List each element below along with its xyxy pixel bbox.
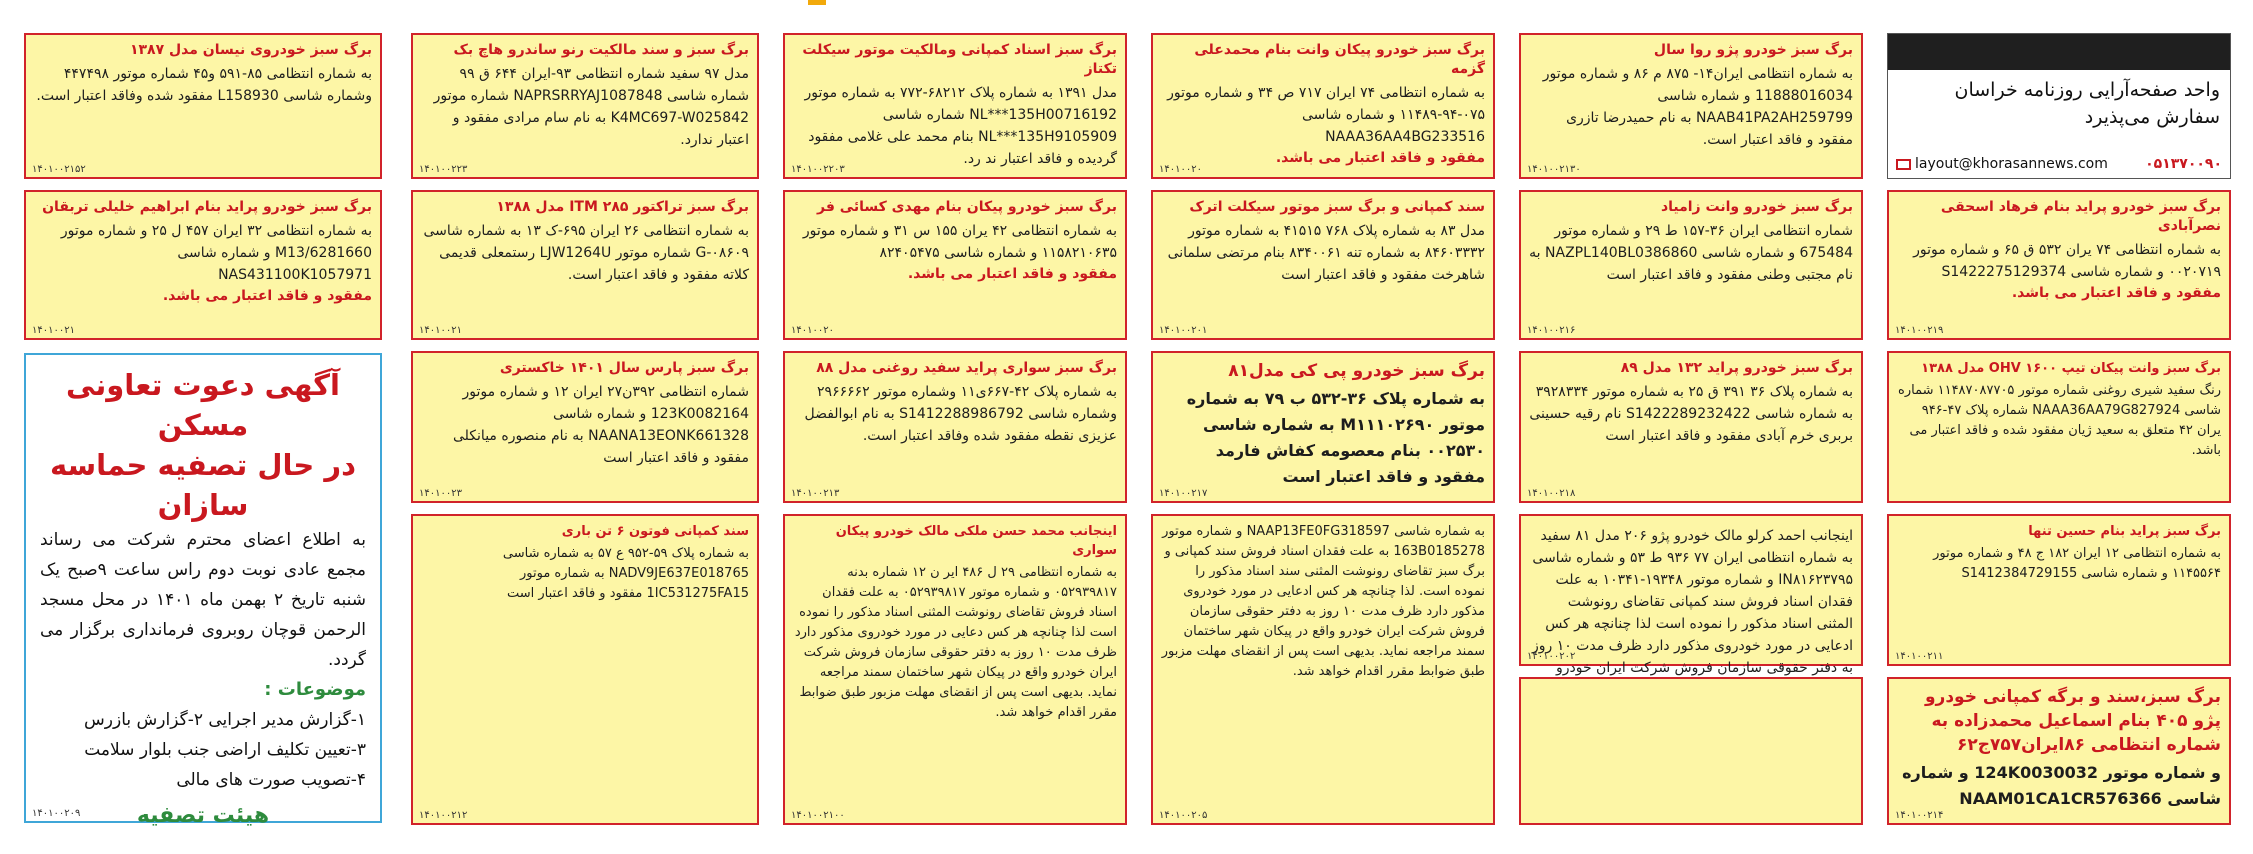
ad-title: اینجانب محمد حسن ملکی مالک خودرو پیکان سواری — [835, 524, 1117, 558]
ad-code: ۱۴۰۱۰۰۲۱۱ — [1895, 651, 1944, 662]
ad-body: شماره انتظامی ۳۹۲ن۲۷ ایران ۱۲ و شماره موتور 123K0082164 و شماره شاسی NAANA13EONK661328 به نام منصوره میانکلی مفقود و فاقد اعتبار است — [453, 384, 749, 466]
ad-body: به شماره انتظامی ۲۹ ل ۴۸۶ ایر ن ۱۲ شماره بدنه ۰۵۲۹۳۹۸۱۷ و شماره موتور ۰۵۲۹۳۹۸۱۷ به علت فقدان اسناد فروش تقاضای رونوشت المثنی اسناد مذکور را نموده است لذا چنانچه هر کس دعایی در مورد خودروی مذکور دارد ظرف مدت ۱۰ روز به دفتر حقوقی سازمان فروش شرکت ایران خودرو واقع در پیکان شهر ساختمان سمند مراجعه نماید. بدیهی است پس از انقضای مهلت مزبور طبق ضوابط مقرر اقدام خواهد شد. — [794, 565, 1117, 720]
promo-email-wrap[interactable] — [1896, 156, 2108, 172]
ad-title: برگ سبز خودرو پژو روا سال — [1653, 42, 1853, 58]
ad-code: ۱۴۰۱۰۰۲۱۹ — [1895, 325, 1944, 336]
email-icon — [1896, 159, 1911, 170]
ad-card-25 — [1519, 677, 1863, 825]
ad-body: به شماره پلاک ۵۹-۹۵۲ ع ۵۷ به شماره شاسی NADV9JE637E018765 به شماره موتور 1IC531275FA15 مفقود و فاقد اعتبار است — [502, 546, 749, 601]
ad-code: ۱۴۰۱۰۰۲۱۴ — [1895, 810, 1944, 821]
ad-code: ۱۴۰۱۰۰۲۳ — [419, 488, 462, 499]
ad-card-22 — [411, 514, 759, 825]
ad-card-1 — [1519, 33, 1863, 179]
ad-body: اینجانب احمد کرلو مالک خودرو پژو ۲۰۶ مدل ۸۱ سفید به شماره انتظامی ایران ۷۷ ۹۳۶ ط ۵۳ و شماره شاسی IN۸۱۶۲۳۷۹۵ و شماره موتور ۱۹۳۴۸-۱۰۳۴۱ به علت فقدان اسناد فروش سند کمپانی تقاضای رونوشت المثنی اسناد مذکور را نموده است لذا چنانچه هر کس ادعایی در مورد خودروی مذکور دارد ظرف مدت ۱۰ روز به دفتر حقوقی سازمان فروش شرکت ایران خودرو — [1531, 528, 1853, 676]
ad-body: به شماره انتظامی ایران۱۴- ۸۷۵ م ۸۶ و شماره موتور 11888016034 و شماره شاسی NAAB41PA2AH259799 به نام حمیدرضا تازری مفقود و فاقد اعتبار است. — [1542, 66, 1853, 148]
ad-card-11 — [24, 190, 382, 340]
ad-title: سند کمپانی و برگ سبز موتور سیکلت اترک — [1189, 199, 1485, 215]
top-accent — [808, 0, 826, 5]
ad-card-6 — [1887, 190, 2231, 340]
ad-body: به شماره انتظامی ۷۴ ایران ۷۱۷ ص ۳۴ و شماره موتور ۰۷۵-۹۴-۱۱۴۸۹ و شماره شاسی NAAA36AA4BG233516 — [1167, 85, 1485, 145]
promo-line-2: سفارش می‌پذیرد — [2084, 106, 2220, 128]
ad-footer: مفقود و فاقد اعتبار می باشد. — [162, 288, 372, 304]
ad-code: ۱۴۰۱۰۰۲۲۳ — [419, 164, 468, 175]
ad-body: به شماره انتظامی ۱۲ ایران ۱۸۲ ج ۴۸ و شماره موتور ۱۱۴۵۵۶۴ و شماره شاسی S1412384729155 — [1933, 546, 2221, 581]
ad-title: برگ سبز و سند مالکیت رنو ساندرو هاچ بک — [453, 42, 749, 58]
housing-coop-notice — [24, 353, 382, 828]
coop-body: به اطلاع اعضای محترم شرکت می رساند مجمع عادی نوبت دوم راس ساعت ۹صبح یک شنبه تاریخ ۲ بهمن ماه ۱۴۰۱ در محل مسجد الرحمن قوچان روبروی فرمانداری برگزار می گردد. — [40, 530, 366, 670]
ad-body: به شماره پلاک ۳۶ ۳۹۱ ق ۲۵ به شماره موتور ۳۹۲۸۳۳۴ به شماره شاسی S1422289232422 نام رقیه حسینی بربری خرم آبادی مفقود و فاقد اعتبار است — [1529, 384, 1853, 444]
coop-topics-label: موضوعات : — [264, 679, 366, 700]
promo-contacts — [1896, 156, 2222, 172]
ad-code: ۱۴۰۱۰۰۲۰ — [1159, 164, 1202, 175]
ad-card-9 — [783, 190, 1127, 340]
coop-topic-item: ۱-گزارش مدیر اجرایی ۲-گزارش بازرس — [84, 710, 366, 730]
ad-card-8 — [1151, 190, 1495, 340]
coop-title-2: در حال تصفیه حماسه سازان — [50, 448, 356, 522]
ad-code: ۱۴۰۱۰۰۲۰۱ — [1159, 325, 1208, 336]
ad-title: برگ سبز خودرو پیکان بنام مهدی کسائی فر — [816, 199, 1117, 215]
ad-footer: مفقود و فاقد اعتبار می باشد. — [2011, 285, 2221, 301]
ad-title: برگ سبز خودرو پی کی مدل۸۱ — [1228, 361, 1485, 381]
ad-code: ۱۴۰۱۰۰۲۰۲ — [1527, 651, 1576, 662]
ad-card-7 — [1519, 190, 1863, 340]
ad-body: به شماره شاسی NAAP13FE0FG318597 و شماره موتور 163B0185278 به علت فقدان اسناد فروش سند کمپانی و برگ سبز تقاضای رونوشت المثنی سند اسناد مذکور را نموده است. لذا چنانچه هر کس ادعایی در مورد خودروی مذکور دارد ظرف مدت ۱۰ روز به دفتر حقوقی سازمان فروش شرکت ایران خودرو واقع در پیکان شهر ساختمان سمند مراجعه نماید. بدیهی است پس از انقضای مهلت مزبور طبق ضوابط مقرر اقدام خواهد شد. — [1161, 524, 1485, 679]
ad-body: به شماره انتظامی ۸۵-۵۹۱ و۴۵ شماره موتور ۴۴۷۴۹۸ وشماره شاسی L158930 مفقود شده وفاقد اعتبار است. — [36, 66, 372, 104]
ad-card-14 — [1151, 351, 1495, 503]
ad-title: برگ سبز پراید بنام حسین تنها — [2028, 524, 2221, 539]
ad-code: ۱۴۰۱۰۰۲۱۳ — [791, 488, 840, 499]
ad-body: به شماره انتظامی ۴۲ یران ۱۵۵ س ۳۱ و شماره موتور ۱۱۵۸۲۱۰۶۳۵ و شماره شاسی ۸۲۴۰۵۴۷۵ — [802, 223, 1117, 261]
promo-line-1: واحد صفحه‌آرایی روزنامه خراسان — [1954, 79, 2220, 101]
ad-card-15 — [783, 351, 1127, 503]
ad-title: برگ سبز خودرو پراید بنام ابراهیم خلیلی تربقان — [42, 199, 372, 215]
ad-title: برگ سبز سواری پراید سفید روغنی مدل ۸۸ — [816, 360, 1117, 376]
ad-body: به شماره انتظامی ۲۶ ایران ۶۹۵-ک ۱۳ به شماره شاسی ۰۸۶۰۹-G شماره موتور LJW1264U رستمعلی قدیمی کلاته مفقود و فاقد اعتبار است. — [423, 223, 749, 283]
ad-body: مدل ۱۳۹۱ به شماره پلاک ۶۸۲۱۲-۷۷۲ به شماره موتور NL***135H00716192 شماره شاسی NL***135H9105909 بنام محمد علی غلامی مفقود گردیده و فاقد اعتبار ند رد. — [804, 85, 1117, 167]
ad-title: برگ سبز خودرو پیکان وانت بنام محمدعلی گزمه — [1194, 42, 1485, 77]
ad-card-20 — [1151, 514, 1495, 825]
ad-code: ۱۴۰۱۰۰۲۱۸ — [1527, 488, 1576, 499]
ad-code: ۱۴۰۱۰۰۲۱۰۰ — [791, 810, 845, 821]
ad-code: ۱۴۰۱۰۰۲۱۵۲ — [32, 164, 86, 175]
ad-title: سند کمپانی فوتون ۶ تن باری — [561, 524, 749, 539]
ad-code: ۱۴۰۱۰۰۲۱۳۰ — [1527, 164, 1581, 175]
ad-code: ۱۴۰۱۰۰۲۰۵ — [1159, 810, 1208, 821]
ad-title: برگ سبز اسناد کمپانی ومالکیت موتور سیکلت تکتاز — [802, 42, 1117, 77]
ad-title: برگ سبز خودرو پراید ۱۳۲ مدل ۸۹ — [1620, 360, 1853, 376]
ad-card-21 — [783, 514, 1127, 825]
coop-title-1: آگهی دعوت تعاونی مسکن — [66, 368, 340, 442]
ad-body: به شماره پلاک ۳۶-۵۳۲ ب ۷۹ به شماره موتور M۱۱۱۰۲۶۹۰ به شماره شاسی ۰۰۲۵۳۰ بنام معصومه کفاش فارمد مفقود و فاقد اعتبار است — [1186, 389, 1485, 486]
promo-header-bar — [1888, 34, 2230, 70]
ad-code: ۱۴۰۱۰۰۲۱ — [419, 325, 462, 336]
ad-code: ۱۴۰۱۰۰۲۱ — [32, 325, 75, 336]
coop-topic-item: ۴-تصویب صورت های مالی — [176, 770, 366, 790]
ad-card-10 — [411, 190, 759, 340]
coop-signature: هیئت تصفیه — [136, 803, 270, 828]
ad-code: ۱۴۰۱۰۰۲۲۰۳ — [791, 164, 845, 175]
ad-body: و شماره موتور 124K0030032 و شماره شاسی NAAM01CA1CR576366 — [1902, 763, 2221, 808]
ad-code: ۱۴۰۱۰۰۲۰ — [791, 325, 834, 336]
coop-topic-item: ۳-تعیین تکلیف اراضی جنب بلوار سلامت — [84, 740, 366, 760]
ad-title: برگ سبز پارس سال ۱۴۰۱ خاکستری — [499, 360, 749, 376]
ad-card-2 — [1151, 33, 1495, 179]
ad-body: مدل ۸۳ به شماره پلاک ۷۶۸ ۴۱۵۱۵ به شماره موتور ۸۴۶۰۳۳۳۲ به شماره تنه ۸۳۴۰۰۶۱ بنام مرتضی سلمانی شاهرخت مفقود و فاقد اعتبار است — [1167, 223, 1485, 283]
ad-body: رنگ سفید شیری روغنی شماره موتور ۱۱۴۸۷۰۸۷۷۰۵ شماره شاسی NAAA36AA79G827924 شماره پلاک ۴۷-۹۴۶ یران ۴۲ متعلق به سعید ژیان مفقود شده و فاقد اعتبار می باشد. — [1898, 383, 2221, 458]
ad-card-18 — [1887, 514, 2231, 666]
ad-code: ۱۴۰۱۰۰۲۱۷ — [1159, 488, 1208, 499]
ad-card-5 — [24, 33, 382, 179]
ad-code: ۱۴۰۱۰۰۲۱۲ — [419, 810, 468, 821]
ad-body: شماره انتظامی ایران ۳۶-۱۵۷ ط ۲۹ و شماره موتور 675484 و شماره شاسی NAZPL140BL0386860 به نام مجتبی وطنی مفقود و فاقد اعتبار است — [1529, 223, 1853, 283]
ad-footer: مفقود و فاقد اعتبار می باشد. — [907, 266, 1117, 282]
ad-card-19 — [1519, 514, 1863, 676]
ad-card-16 — [411, 351, 759, 503]
ad-card-4 — [411, 33, 759, 179]
ad-card-12 — [1887, 351, 2231, 503]
ad-body: به شماره پلاک ۴۲-۶۶۷ی۱۱ وشماره موتور ۲۹۶۶۶۶۲ وشماره شاسی S1412288986792 به نام ابوالفضل عزیزی نقطه مفقود شده وفاقد اعتبار است. — [804, 384, 1117, 444]
ad-title: برگ سبز خودرو پراید بنام فرهاد اسحقی نصرآبادی — [1940, 199, 2221, 234]
coop-code: ۱۴۰۱۰۰۲۰۹ — [32, 808, 81, 819]
ad-title: برگ سبز خودروی نیسان مدل ۱۳۸۷ — [129, 42, 372, 58]
ad-title: برگ سبز وانت پیکان تیپ OHV ۱۶۰۰ مدل ۱۳۸۸ — [1921, 361, 2221, 376]
ad-title: برگ سبز تراکتور ITM ۲۸۵ مدل ۱۳۸۸ — [496, 199, 749, 215]
ad-card-23 — [1887, 677, 2231, 825]
ad-card-13 — [1519, 351, 1863, 503]
promo-email[interactable]: layout@khorasannews.com — [1915, 156, 2108, 172]
promo-phone[interactable]: ۰۵۱۳۷۰۰۹۰ — [2145, 156, 2222, 172]
layout-service-promo — [1887, 33, 2231, 179]
ad-body: به شماره انتظامی ۳۲ ایران ۴۵۷ ل ۲۵ و شماره موتور M13/6281660 و شماره شاسی NAS431100K1057971 — [60, 223, 372, 283]
ad-body: به شماره انتظامی ۷۴ یران ۵۳۲ ق ۶۵ و شماره موتور ۰۰۲۰۷۱۹ و شماره شاسی S1422275129374 — [1913, 242, 2221, 280]
ad-title: برگ سبز خودرو وانت زامیاد — [1660, 199, 1853, 215]
ad-card-3 — [783, 33, 1127, 179]
ad-title: برگ سبز،سند و برگه کمپانی خودرو پژو ۴۰۵ بنام اسماعیل محمدزاده به شماره انتظامی ۸۶ایران۷۵۷ج۶۲ — [1924, 687, 2221, 755]
ad-code: ۱۴۰۱۰۰۲۱۶ — [1527, 325, 1576, 336]
ad-body: مدل ۹۷ سفید شماره انتظامی ۹۳-ایران ۶۴۴ ق ۹۹ شماره شاسی NAPRSRRYAJ1087848 شماره موتور K4MC697-W025842 به نام سام مرادی مفقود و اعتبار ندارد. — [433, 66, 749, 148]
ad-footer: مفقود و فاقد اعتبار می باشد. — [1275, 150, 1485, 166]
